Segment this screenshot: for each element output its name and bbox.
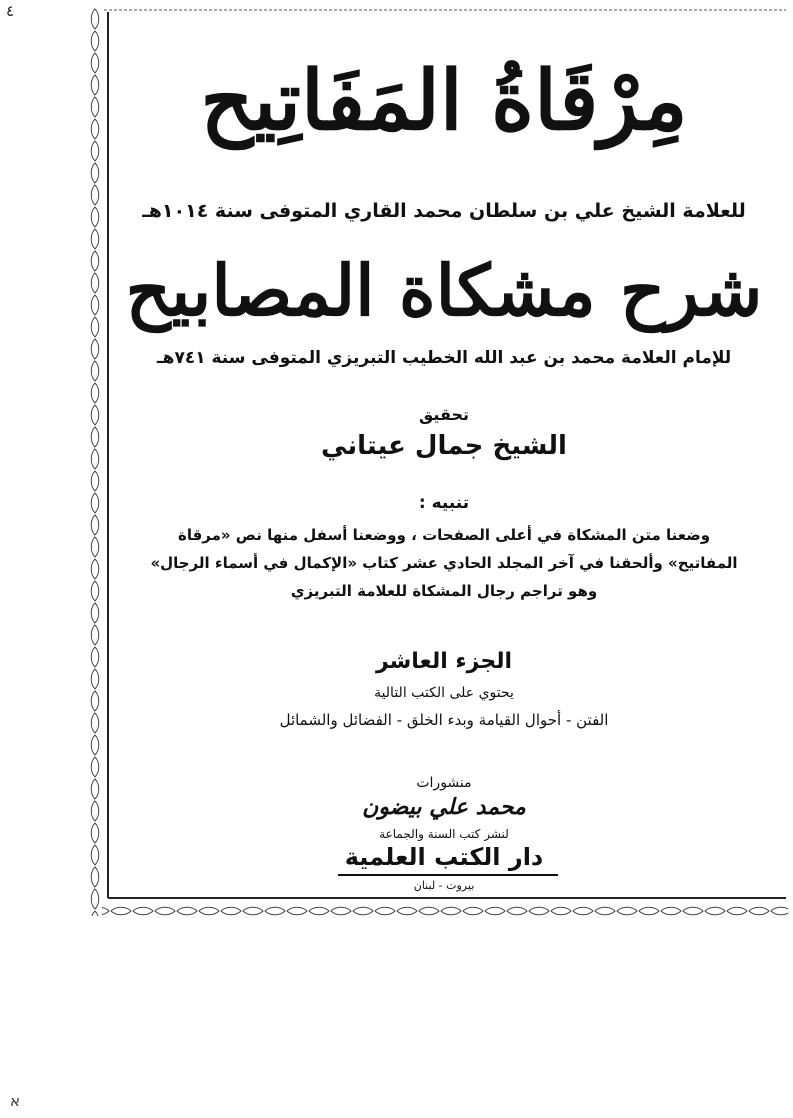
- note-line: وهو تراجم رجال المشكاة للعلامة التبريزي: [290, 581, 598, 600]
- publisher-house: دار الكتب العلمية: [344, 843, 544, 871]
- tahqiq-label: تحقيق: [418, 405, 469, 424]
- corner-page-mark: ٤: [6, 2, 15, 20]
- books-list: الفتن - أحوال القيامة وبدء الخلق - الفضائل والشمائل: [279, 711, 609, 729]
- bottom-margin-mark: א: [10, 1092, 21, 1110]
- volume-label: الجزء العاشر: [375, 649, 513, 674]
- main-title: مِرْقَاةُ المَفَاتِيح: [200, 53, 688, 149]
- author-line: للعلامة الشيخ علي بن سلطان محمد القاري المتوفى سنة ١٠١٤هـ: [142, 200, 746, 222]
- contains-label: يحتوي على الكتب التالية: [374, 685, 514, 701]
- publisher-city: بيروت - لبنان: [413, 879, 475, 892]
- publisher-subtitle: لنشر كتب السنة والجماعة: [379, 827, 509, 841]
- tanbih-label: تنبيه :: [418, 493, 470, 513]
- title-page: [108, 14, 780, 904]
- editor-name: الشيخ جمال عيتاني: [321, 431, 567, 461]
- notes-paragraph: [148, 522, 740, 605]
- note-line: المفاتيح» وألحقنا في آخر المجلد الحادي عشر كتاب «الإكمال في أسماء الرجال»: [150, 553, 738, 572]
- imam-line: للإمام العلامة محمد بن عبد الله الخطيب التبريزي المتوفى سنة ٧٤١هـ: [156, 348, 732, 368]
- sub-title: شرح مشكاة المصابيح: [125, 249, 763, 332]
- publisher-name: محمد علي بيضون: [362, 795, 526, 820]
- publications-label: منشورات: [416, 775, 472, 791]
- note-line: وضعنا متن المشكاة في أعلى الصفحات ، ووضعنا أسفل منها نص «مرقاة: [177, 526, 711, 544]
- publisher-underline: [338, 874, 558, 876]
